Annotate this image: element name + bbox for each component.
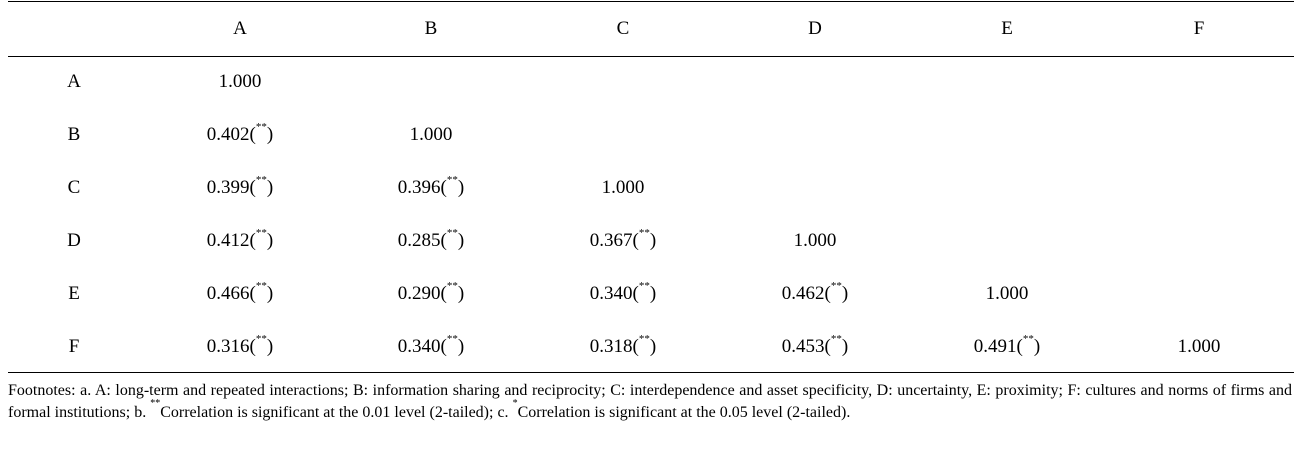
- table-cell: [602, 177, 645, 199]
- column-header-b: B: [424, 18, 438, 39]
- significance-marker: **: [638, 227, 650, 239]
- table-cell: [986, 283, 1029, 305]
- significance-marker: **: [255, 121, 267, 133]
- row-label-a: A: [67, 71, 81, 92]
- table-cell: 0.462(**): [781, 280, 849, 304]
- table-cell: 0.367(**): [589, 227, 657, 251]
- footnote-marker-b: **: [150, 398, 161, 409]
- cell-value: 1.000: [409, 124, 453, 145]
- column-header-f: F: [1193, 18, 1205, 39]
- column-header-d: D: [808, 18, 822, 39]
- footnote-text-1: Footnotes: a. A: long-term and repeated interactions; B: information sharing and reciprocity; C: interdependence and asset specificity, D: uncertainty, E: proximity; F: cultures and norms of firms and formal institutions; b.: [8, 382, 1292, 421]
- cell-value: 1.000: [1177, 336, 1221, 357]
- cell-value: 0.453: [781, 336, 825, 357]
- footnote-text-2: Correlation is significant at the 0.01 level (2-tailed); c.: [160, 404, 513, 421]
- significance-marker: **: [446, 333, 458, 345]
- cell-value: 1.000: [793, 230, 837, 251]
- cell-value: 0.462: [781, 283, 825, 304]
- table-cell: [1178, 336, 1221, 358]
- significance-marker: **: [638, 280, 650, 292]
- cell-value: 0.367: [589, 230, 633, 251]
- significance-marker: **: [830, 333, 842, 345]
- table-cell: [410, 124, 453, 146]
- table-cell: 0.402(**): [206, 121, 274, 145]
- table-cell: 0.340(**): [589, 280, 657, 304]
- significance-marker: **: [255, 333, 267, 345]
- cell-value: 0.466: [206, 283, 250, 304]
- significance-marker: **: [638, 333, 650, 345]
- cell-value: 0.399: [206, 177, 250, 198]
- cell-value: 0.491: [973, 336, 1017, 357]
- cell-value: 1.000: [601, 177, 645, 198]
- cell-value: 0.316: [206, 336, 250, 357]
- row-label-d: D: [67, 230, 81, 251]
- row-label-c: C: [67, 177, 81, 198]
- cell-value: 0.318: [589, 336, 633, 357]
- table-cell: 0.453(**): [781, 333, 849, 357]
- cell-value: 1.000: [985, 283, 1029, 304]
- row-label-b: B: [67, 124, 81, 145]
- cell-value: 0.396: [397, 177, 441, 198]
- significance-marker: **: [255, 174, 267, 186]
- table-cell: 0.290(**): [397, 280, 465, 304]
- cell-value: 0.340: [589, 283, 633, 304]
- table-cell: 0.396(**): [397, 174, 465, 198]
- significance-marker: **: [255, 227, 267, 239]
- table-top-rule: [8, 1, 1294, 2]
- significance-marker: **: [446, 280, 458, 292]
- table-footnote: [8, 380, 1292, 424]
- table-cell: 0.491(**): [973, 333, 1041, 357]
- table-cell: [794, 230, 837, 252]
- row-label-e: E: [68, 283, 80, 304]
- row-label-f: F: [68, 336, 80, 357]
- footnote-marker-c: *: [512, 398, 518, 409]
- cell-value: 0.285: [397, 230, 441, 251]
- table-cell: 0.316(**): [206, 333, 274, 357]
- cell-value: 0.340: [397, 336, 441, 357]
- significance-marker: **: [255, 280, 267, 292]
- table-cell: 0.466(**): [206, 280, 274, 304]
- column-header-c: C: [616, 18, 630, 39]
- table-cell: 0.399(**): [206, 174, 274, 198]
- significance-marker: **: [446, 227, 458, 239]
- significance-marker: **: [830, 280, 842, 292]
- significance-marker: **: [446, 174, 458, 186]
- significance-marker: **: [1022, 333, 1034, 345]
- cell-value: 0.412: [206, 230, 250, 251]
- column-header-e: E: [1001, 18, 1013, 39]
- footnote-text-3: Correlation is significant at the 0.05 level (2-tailed).: [517, 404, 851, 421]
- table-cell: [219, 71, 262, 93]
- table-header-rule: [8, 56, 1294, 57]
- table-cell: 0.340(**): [397, 333, 465, 357]
- table-cell: 0.285(**): [397, 227, 465, 251]
- cell-value: 0.290: [397, 283, 441, 304]
- cell-value: 1.000: [218, 71, 262, 92]
- column-header-a: A: [233, 18, 247, 39]
- table-bottom-rule: [8, 372, 1294, 373]
- table-cell: 0.318(**): [589, 333, 657, 357]
- table-cell: 0.412(**): [206, 227, 274, 251]
- cell-value: 0.402: [206, 124, 250, 145]
